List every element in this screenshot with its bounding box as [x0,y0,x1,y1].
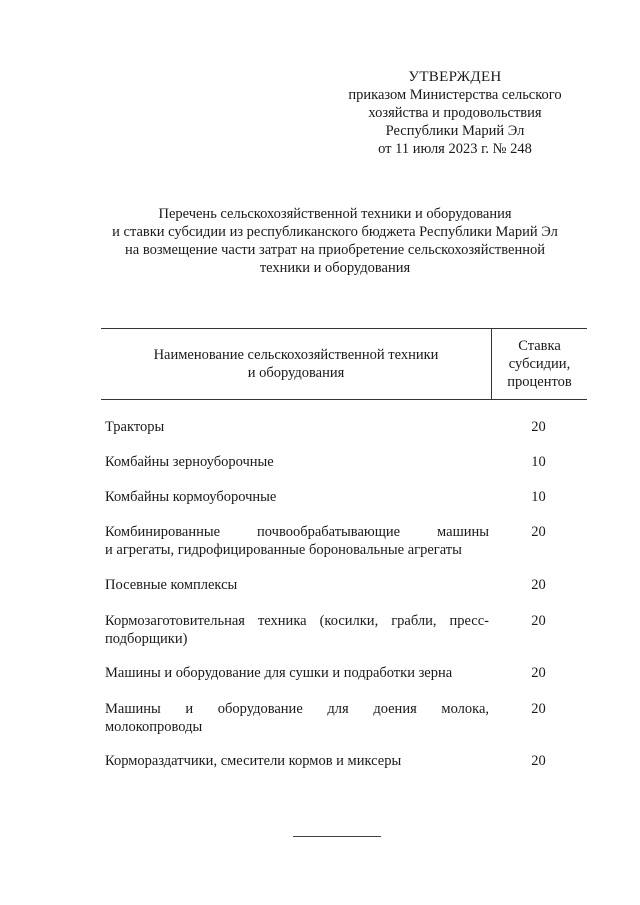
row-rate: 10 [531,489,546,505]
header-rate-column [492,329,587,399]
header-name-line: Наименование сельскохозяйственной техники [153,347,439,363]
row-name [105,453,489,471]
footer-rule [293,836,381,837]
row-name [105,612,489,648]
row-name-line: Комбайны зерноуборочные [105,454,274,470]
approval-line: Республики Марий Эл [385,123,525,139]
document-title [90,205,580,277]
row-name-line: подборщики) [105,631,188,647]
header-rate-line: субсидии, [508,356,571,372]
row-rate: 20 [531,577,546,593]
subsidy-table [101,328,587,400]
row-rate: 20 [531,701,546,717]
row-name [105,488,489,506]
row-name-line: Кормозаготовительная техника (косилки, грабли, пресс- [105,613,489,629]
table-header [101,328,587,400]
row-rate: 20 [531,524,546,540]
row-name-line: Комбинированные почвообрабатывающие машины [105,524,489,540]
row-name-line: Кормораздатчики, смесители кормов и миксеры [105,753,402,769]
row-rate: 20 [531,753,546,769]
row-name [105,576,489,594]
title-line: на возмещение части затрат на приобретение сельскохозяйственной [125,242,545,258]
approval-line: хозяйства и продовольствия [368,105,542,121]
header-name-line: и оборудования [247,365,345,381]
row-rate: 20 [531,419,546,435]
row-name [105,664,489,682]
row-name [105,752,489,770]
row-name [105,700,489,736]
title-line: Перечень сельскохозяйственной техники и оборудования [158,206,512,222]
row-rate: 20 [531,665,546,681]
row-name-line: Тракторы [105,419,165,435]
header-rate-line: процентов [507,374,572,390]
header-rate-line: Ставка [518,338,561,354]
row-name [105,523,489,559]
row-name-line: Машины и оборудование для сушки и подработки зерна [105,665,453,681]
row-rate: 20 [531,613,546,629]
header-name-column [101,329,491,399]
row-name-line: молокопроводы [105,719,203,735]
row-name-line: и агрегаты, гидрофицированные бороновальные агрегаты [105,542,462,558]
row-name-line: Посевные комплексы [105,577,238,593]
approval-block [330,68,580,158]
row-name-line: Машины и оборудование для доения молока, [105,701,489,717]
approval-heading: УТВЕРЖДЕН [408,69,502,85]
title-line: и ставки субсидии из республиканского бюджета Республики Марий Эл [112,224,558,240]
row-rate: 10 [531,454,546,470]
approval-line: от 11 июля 2023 г. № 248 [378,141,532,157]
row-name [105,418,489,436]
row-name-line: Комбайны кормоуборочные [105,489,277,505]
approval-line: приказом Министерства сельского [348,87,562,103]
title-line: техники и оборудования [259,260,411,276]
